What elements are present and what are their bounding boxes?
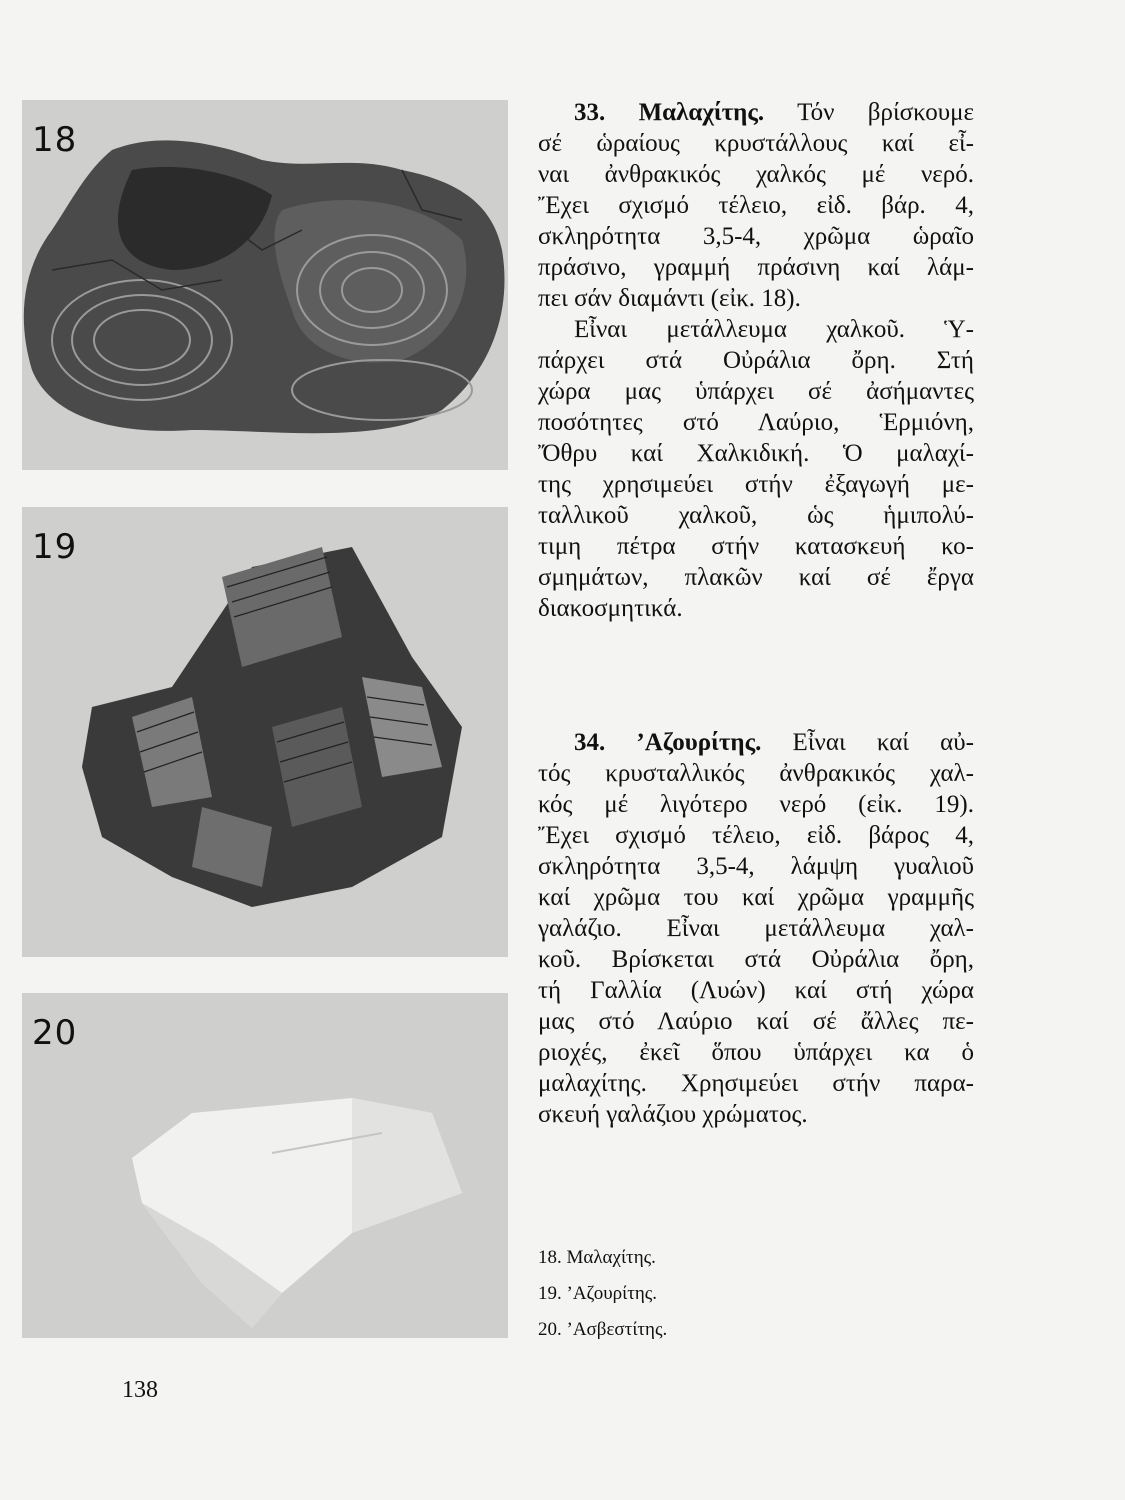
calcite-illustration <box>22 993 508 1338</box>
text-line: σμημάτων, πλακῶν καί σέ ἔργα <box>538 564 974 591</box>
figure-18-panel <box>22 100 508 470</box>
section-33-heading: 33. Μαλαχίτης. <box>574 99 765 126</box>
figure-19-panel <box>22 507 508 957</box>
caption-20: 20. ’Ασβεστίτης. <box>538 1319 668 1340</box>
page-number: 138 <box>122 1377 158 1403</box>
text-line: της χρησιμεύει στήν ἐξαγωγή με- <box>538 471 974 498</box>
text-line: χώρα μας ὑπάρχει σέ ἀσήμαντες <box>538 378 974 405</box>
text-line: ριοχές, ἐκεῖ ὅπου ὑπάρχει κα ὁ <box>538 1039 974 1066</box>
text-line: σκληρότητα 3,5-4, χρῶμα ὡραῖο <box>538 223 974 250</box>
section-34-heading: 34. ’Αζουρίτης. <box>574 729 762 756</box>
text-line: πει σάν διαμάντι (εἰκ. 18). <box>538 285 801 312</box>
text-line: Εἶναι μετάλλευμα χαλκοῦ. Ὑ- <box>574 316 974 343</box>
section-34-first-line: 34. ’Αζουρίτης. Εἶναι καί αὐ- <box>574 729 974 756</box>
section-33-first-line: 33. Μαλαχίτης. Τόν βρίσκουμε <box>574 99 974 126</box>
text-line: τός κρυσταλλικός ἀνθρακικός χαλ- <box>538 760 974 787</box>
text-line: Ἔχει σχισμό τέλειο, εἰδ. βάρ. 4, <box>538 192 974 219</box>
figure-18-number: 18 <box>32 120 78 160</box>
section-33-text <box>538 97 974 624</box>
figure-captions <box>538 1240 667 1348</box>
malachite-illustration <box>22 100 508 470</box>
text-line: διακοσμητικά. <box>538 595 683 622</box>
text-line: σκευή γαλάζιου χρώματος. <box>538 1101 808 1128</box>
text-line: Ἔχει σχισμό τέλειο, εἰδ. βάρος 4, <box>538 822 974 849</box>
section-34-text <box>538 727 974 1130</box>
text-line: πάρχει στά Οὐράλια ὄρη. Στή <box>538 347 974 374</box>
text-line: ταλλικοῦ χαλκοῦ, ὡς ἡμιπολύ- <box>538 502 974 529</box>
text-line: καί χρῶμα του καί χρῶμα γραμμῆς <box>538 884 974 911</box>
caption-19: 19. ’Αζουρίτης. <box>538 1283 658 1304</box>
azurite-illustration <box>22 507 508 957</box>
text-line: πράσινο, γραμμή πράσινη καί λάμ- <box>538 254 974 281</box>
text-line: μας στό Λαύριο καί σέ ἄλλες πε- <box>538 1008 974 1035</box>
text-line: ναι ἀνθρακικός χαλκός μέ νερό. <box>538 161 974 188</box>
text-line: κοῦ. Βρίσκεται στά Οὐράλια ὄρη, <box>538 946 974 973</box>
text-line: τή Γαλλία (Λυών) καί στή χώρα <box>538 977 974 1004</box>
text-line: τιμη πέτρα στήν κατασκευή κο- <box>538 533 974 560</box>
figure-19-number: 19 <box>32 527 78 567</box>
text-line: γαλάζιο. Εἶναι μετάλλευμα χαλ- <box>538 915 974 942</box>
text-line: μαλαχίτης. Χρησιμεύει στήν παρα- <box>538 1070 974 1097</box>
caption-18: 18. Μαλαχίτης. <box>538 1247 656 1268</box>
text-line: κός μέ λιγότερο νερό (εἰκ. 19). <box>538 791 974 818</box>
figure-20-panel <box>22 993 508 1338</box>
text-line: σκληρότητα 3,5-4, λάμψη γυαλιοῦ <box>538 853 974 880</box>
figure-20-number: 20 <box>32 1013 78 1053</box>
text-line: σέ ὡραίους κρυστάλλους καί εἶ- <box>538 130 974 157</box>
text-line: ποσότητες στό Λαύριο, Ἑρμιόνη, <box>538 409 974 436</box>
text-line: Ὄθρυ καί Χαλκιδική. Ὁ μαλαχί- <box>538 440 974 467</box>
